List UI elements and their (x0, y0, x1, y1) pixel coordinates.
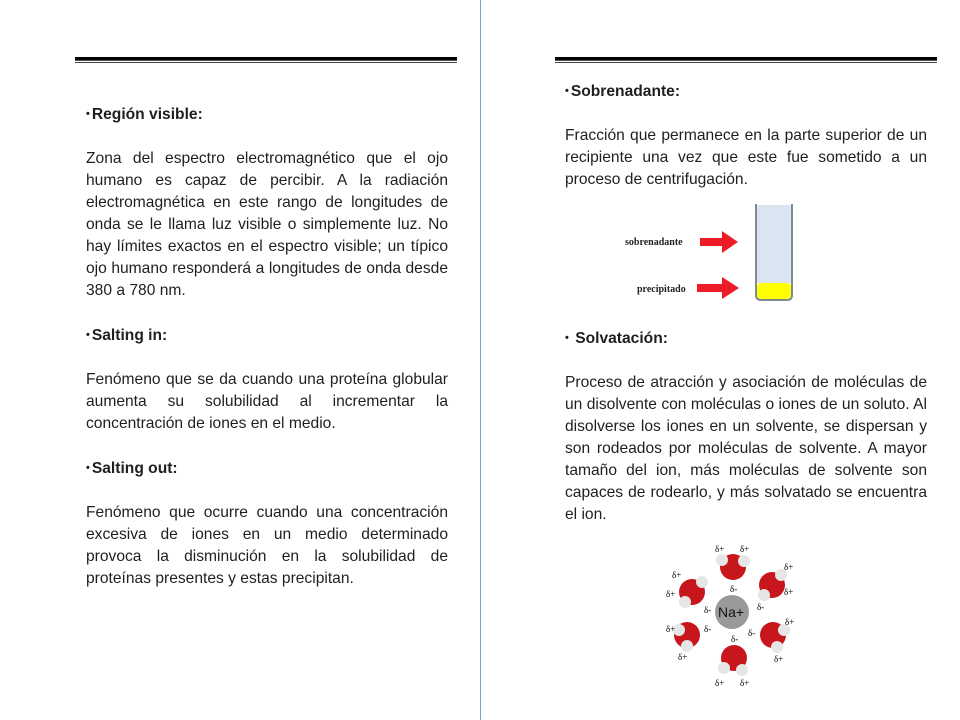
svg-text:δ-: δ- (730, 584, 738, 594)
centrifuge-tube-figure (600, 200, 810, 305)
svg-text:δ+: δ+ (784, 562, 794, 572)
body-region-visible: Zona del espectro electromagnético que el ojo humano es capaz de percibir. A la radiación electromagnética en este rango de longitudes de onda se le llama luz visible o simplemente luz. No hay límites exactos en el espectro visible; un típico ojo humano responderá a longitudes de onda desde 380 a 780 nm. (86, 150, 448, 299)
body-salting-in: Fenómeno que se da cuando una proteína globular aumenta su solubilidad al incrementar la concentración de iones en el medio. (86, 371, 448, 432)
right-header-rule (555, 57, 937, 61)
center-divider (480, 0, 481, 720)
svg-text:δ+: δ+ (715, 544, 725, 554)
heading-salting-out: Salting out: (91, 460, 178, 477)
right-column-top (565, 80, 927, 191)
body-solvatacion: Proceso de atracción y asociación de moléculas de un disolvente con moléculas o iones de un soluto. Al disolverse los iones en un solvente, se dispersan y son rodeados por moléculas de solvente. A mayor tamaño del ion, más moléculas de solvente son capaces de rodearlo, y más solvatado se encuentra el ion. (565, 374, 927, 523)
section-sobrenadante: • Sobrenadante: Fracción que permanece en la parte superior de un recipiente una vez que este fue sometido a un proceso de centrifugación. (565, 80, 927, 191)
heading-sobrenadante: Sobrenadante: (570, 83, 681, 100)
section-region-visible: • Región visible: Zona del espectro electromagnético que el ojo humano es capaz de percibir. A la radiación electromagnética en este rango de longitudes de onda se le llama luz visible o simplemente luz. No hay límites exactos en el espectro visible; un típico ojo humano responderá a longitudes de onda desde 380 a 780 nm. (86, 103, 448, 302)
svg-text:δ+: δ+ (740, 544, 750, 554)
solvation-figure (660, 540, 805, 690)
water-molecule (715, 544, 750, 594)
svg-text:δ-: δ- (704, 605, 712, 615)
svg-text:δ+: δ+ (774, 654, 784, 664)
heading-salting-in: Salting in: (91, 327, 168, 344)
precipitate-fill (757, 283, 791, 299)
water-molecule (748, 617, 794, 664)
svg-text:δ+: δ+ (785, 617, 795, 627)
water-molecule (666, 570, 711, 615)
svg-text:δ+: δ+ (678, 652, 688, 662)
water-molecule (757, 562, 793, 612)
section-salting-in: • Salting in: Fenómeno que se da cuando una proteína globular aumenta su solubilidad al incrementar la concentración de iones en el medio. (86, 324, 448, 435)
svg-text:δ+: δ+ (740, 678, 750, 688)
heading-solvatacion: Solvatación: (575, 330, 668, 347)
left-header-rule (75, 57, 457, 61)
sodium-ion-label: Na+ (718, 604, 745, 620)
heading-region-visible: Región visible: (91, 106, 203, 123)
label-precipitado: precipitado (637, 284, 686, 295)
water-molecule (715, 634, 749, 688)
svg-text:δ+: δ+ (666, 589, 676, 599)
svg-text:δ+: δ+ (784, 587, 794, 597)
arrow-sobrenadante (700, 231, 738, 253)
body-sobrenadante: Fracción que permanece en la parte superior de un recipiente una vez que este fue sometido a un proceso de centrifugación. (565, 127, 927, 188)
svg-text:δ-: δ- (731, 634, 739, 644)
svg-text:δ+: δ+ (666, 624, 676, 634)
water-molecule (666, 622, 711, 662)
body-salting-out: Fenómeno que ocurre cuando una concentración excesiva de iones en un medio determinado provoca la disminución en la solubilidad de proteínas presentes y estas precipitan. (86, 504, 448, 587)
svg-text:δ-: δ- (704, 624, 712, 634)
svg-text:δ+: δ+ (672, 570, 682, 580)
section-salting-out: • Salting out: Fenómeno que ocurre cuando una concentración excesiva de iones en un medio determinado provoca la disminución en la solubilidad de proteínas presentes y estas precipitan. (86, 457, 448, 590)
section-solvatacion: • Solvatación: Proceso de atracción y asociación de moléculas de un disolvente con moléculas o iones de un soluto. Al disolverse los iones en un solvente, se dispersan y son rodeados por moléculas de solvente. A mayor tamaño del ion, más moléculas de solvente son capaces de rodearlo, y más solvatado se encuentra el ion. (565, 327, 927, 526)
left-column (86, 103, 448, 590)
svg-text:δ-: δ- (757, 602, 765, 612)
supernatant-fill (757, 205, 791, 283)
svg-text:δ+: δ+ (715, 678, 725, 688)
label-sobrenadante: sobrenadante (625, 237, 683, 248)
svg-text:δ-: δ- (748, 628, 756, 638)
right-column-bottom (565, 327, 927, 526)
arrow-precipitado (697, 277, 739, 299)
